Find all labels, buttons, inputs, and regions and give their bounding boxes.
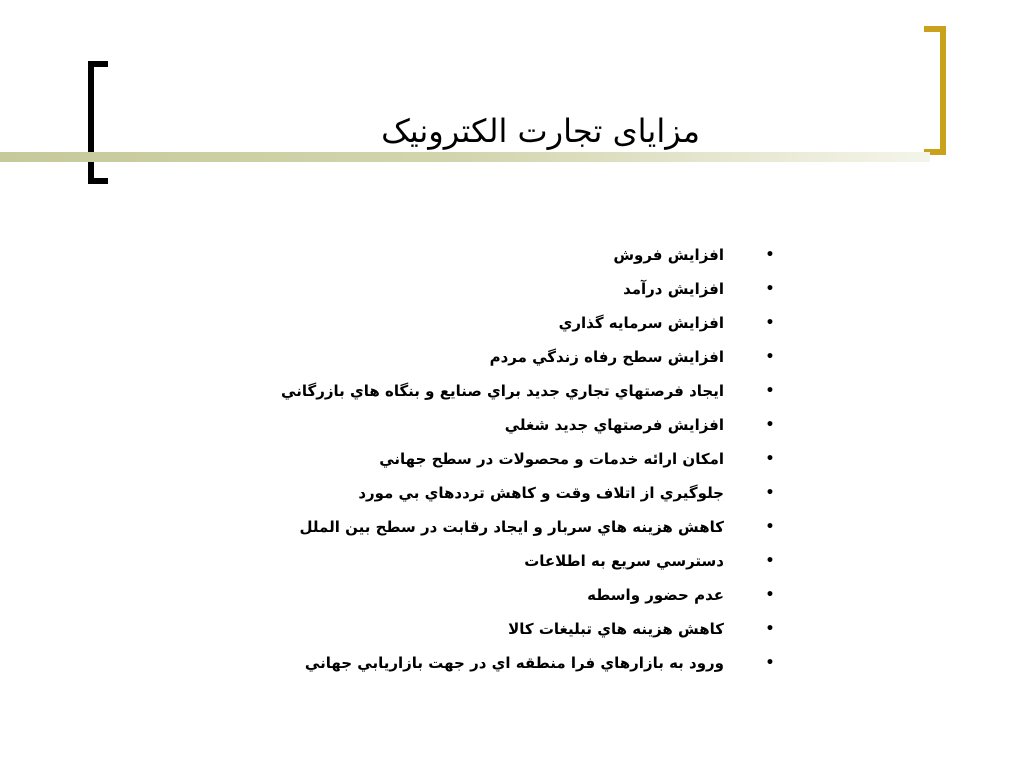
bullet-text: كاهش هزينه هاي تبليغات كالا bbox=[508, 620, 724, 638]
bullet-icon: • bbox=[765, 519, 775, 535]
list-item bbox=[260, 510, 780, 544]
list-item bbox=[260, 544, 780, 578]
bullet-icon: • bbox=[765, 417, 775, 433]
slide-title: مزایای تجارت الکترونیک bbox=[381, 112, 700, 150]
bullet-text: عدم حضور واسطه bbox=[587, 586, 724, 604]
bullet-text: جلوگيري از اتلاف وقت و كاهش ترددهاي بي مورد bbox=[358, 484, 724, 502]
bullet-list bbox=[260, 238, 780, 680]
list-item bbox=[260, 272, 780, 306]
list-item bbox=[260, 476, 780, 510]
bullet-icon: • bbox=[765, 553, 775, 569]
bullet-icon: • bbox=[765, 383, 775, 399]
bullet-icon: • bbox=[765, 621, 775, 637]
right-bracket-decoration bbox=[924, 26, 946, 155]
list-item bbox=[260, 306, 780, 340]
bullet-text: ورود به بازارهاي فرا منطقه اي در جهت بازاريابي جهاني bbox=[304, 654, 724, 672]
bullet-icon: • bbox=[765, 281, 775, 297]
left-bracket-decoration bbox=[88, 61, 108, 184]
bullet-icon: • bbox=[765, 587, 775, 603]
bullet-text: كاهش هزينه هاي سربار و ايجاد رقابت در سطح بين الملل bbox=[299, 518, 724, 536]
bullet-icon: • bbox=[765, 485, 775, 501]
bullet-text: امكان ارائه خدمات و محصولات در سطح جهاني bbox=[379, 450, 724, 468]
list-item bbox=[260, 442, 780, 476]
bullet-text: افزايش سطح رفاه زندگي مردم bbox=[489, 348, 724, 366]
bullet-text: افزايش فرصتهاي جديد شغلي bbox=[504, 416, 724, 434]
bullet-icon: • bbox=[765, 315, 775, 331]
bullet-icon: • bbox=[765, 247, 775, 263]
bullet-icon: • bbox=[765, 349, 775, 365]
list-item bbox=[260, 646, 780, 680]
list-item bbox=[260, 340, 780, 374]
list-item bbox=[260, 408, 780, 442]
list-item bbox=[260, 612, 780, 646]
bullet-text: افزایش فروش bbox=[613, 246, 724, 264]
list-item bbox=[260, 578, 780, 612]
bullet-icon: • bbox=[765, 451, 775, 467]
bullet-text: افزایش درآمد bbox=[623, 280, 724, 298]
bullet-text: دسترسي سريع به اطلاعات bbox=[524, 552, 724, 570]
list-item bbox=[260, 374, 780, 408]
bullet-text: ايجاد فرصتهاي تجاري جديد براي صنايع و بنگاه هاي بازرگاني bbox=[281, 382, 724, 400]
list-item bbox=[260, 238, 780, 272]
bullet-icon: • bbox=[765, 655, 775, 671]
bullet-text: افزايش سرمايه گذاري bbox=[558, 314, 724, 332]
